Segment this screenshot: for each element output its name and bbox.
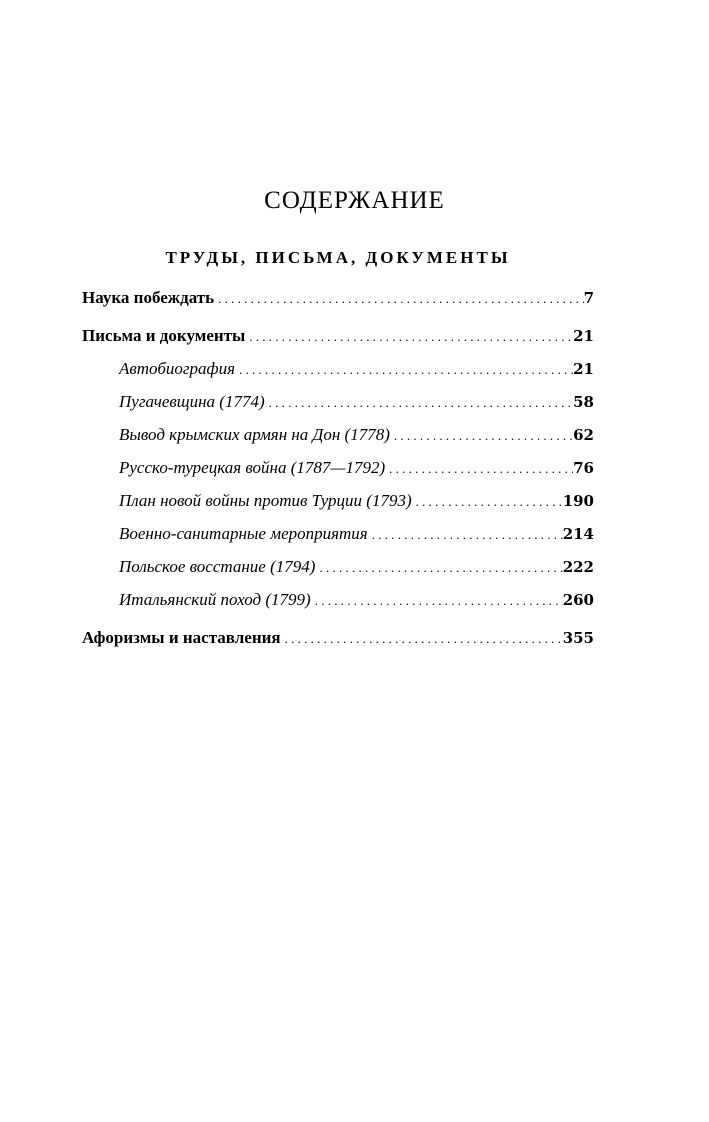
toc-page-number: 21 (573, 360, 594, 378)
dot-leader (214, 284, 583, 313)
toc-subentry-italian-campaign[interactable] (82, 586, 594, 624)
toc-page-number: 76 (573, 459, 594, 477)
toc-entry-label: Афоризмы и наставления (82, 628, 281, 647)
toc-entry-label: Русско-турецкая война (1787—1792) (119, 458, 386, 477)
toc-page-number: 260 (562, 591, 594, 609)
toc-subentry-pugachevshchina[interactable] (82, 388, 594, 421)
toc-entry-label: Письма и документы (82, 326, 246, 345)
toc-page-number: 21 (573, 327, 594, 345)
dot-leader (390, 421, 573, 450)
dot-leader (245, 322, 573, 351)
toc-subentry-polish-uprising[interactable] (82, 553, 594, 586)
toc-subentry-autobiography[interactable] (82, 355, 594, 388)
dot-leader (385, 454, 573, 483)
toc-page-number: 222 (562, 558, 594, 576)
toc-subentry-military-sanitary[interactable] (82, 520, 594, 553)
dot-leader (235, 355, 573, 384)
toc-subentry-crimean-armenians[interactable] (82, 421, 594, 454)
toc-entry-label: Наука побеждать (82, 288, 215, 307)
dot-leader (281, 624, 563, 653)
toc-entry-label: Вывод крымских армян на Дон (1778) (119, 425, 390, 444)
toc-subentry-new-war-plan[interactable] (82, 487, 594, 520)
section-heading: ТРУДЫ, ПИСЬМА, ДОКУМЕНТЫ (165, 248, 511, 267)
dot-leader (368, 520, 563, 549)
dot-leader (311, 586, 563, 615)
toc-entry-aphorisms[interactable] (82, 624, 594, 657)
toc-entry-label: Военно-санитарные мероприятия (119, 524, 368, 543)
toc-page-number: 7 (583, 289, 594, 307)
page-title: СОДЕРЖАНИЕ (264, 187, 445, 214)
toc-entry-letters-and-documents[interactable] (82, 322, 594, 355)
toc-subentry-russo-turkish-war[interactable] (82, 454, 594, 487)
toc-page-number: 62 (573, 426, 594, 444)
toc-page-number: 58 (573, 393, 594, 411)
toc-page-number: 355 (562, 629, 594, 647)
toc-entry-science-of-victory[interactable] (82, 284, 594, 322)
dot-leader (412, 487, 563, 516)
toc-entry-label: Автобиография (119, 359, 235, 378)
toc-entry-label: Пугачевщина (1774) (119, 392, 265, 411)
dot-leader (315, 553, 562, 582)
toc-page-number: 214 (562, 525, 594, 543)
dot-leader (265, 388, 574, 417)
toc-entry-label: Польское восстание (1794) (119, 557, 316, 576)
table-of-contents (82, 284, 594, 657)
toc-entry-label: План новой войны против Турции (1793) (119, 491, 412, 510)
toc-page-number: 190 (562, 492, 594, 510)
toc-entry-label: Итальянский поход (1799) (119, 590, 311, 609)
